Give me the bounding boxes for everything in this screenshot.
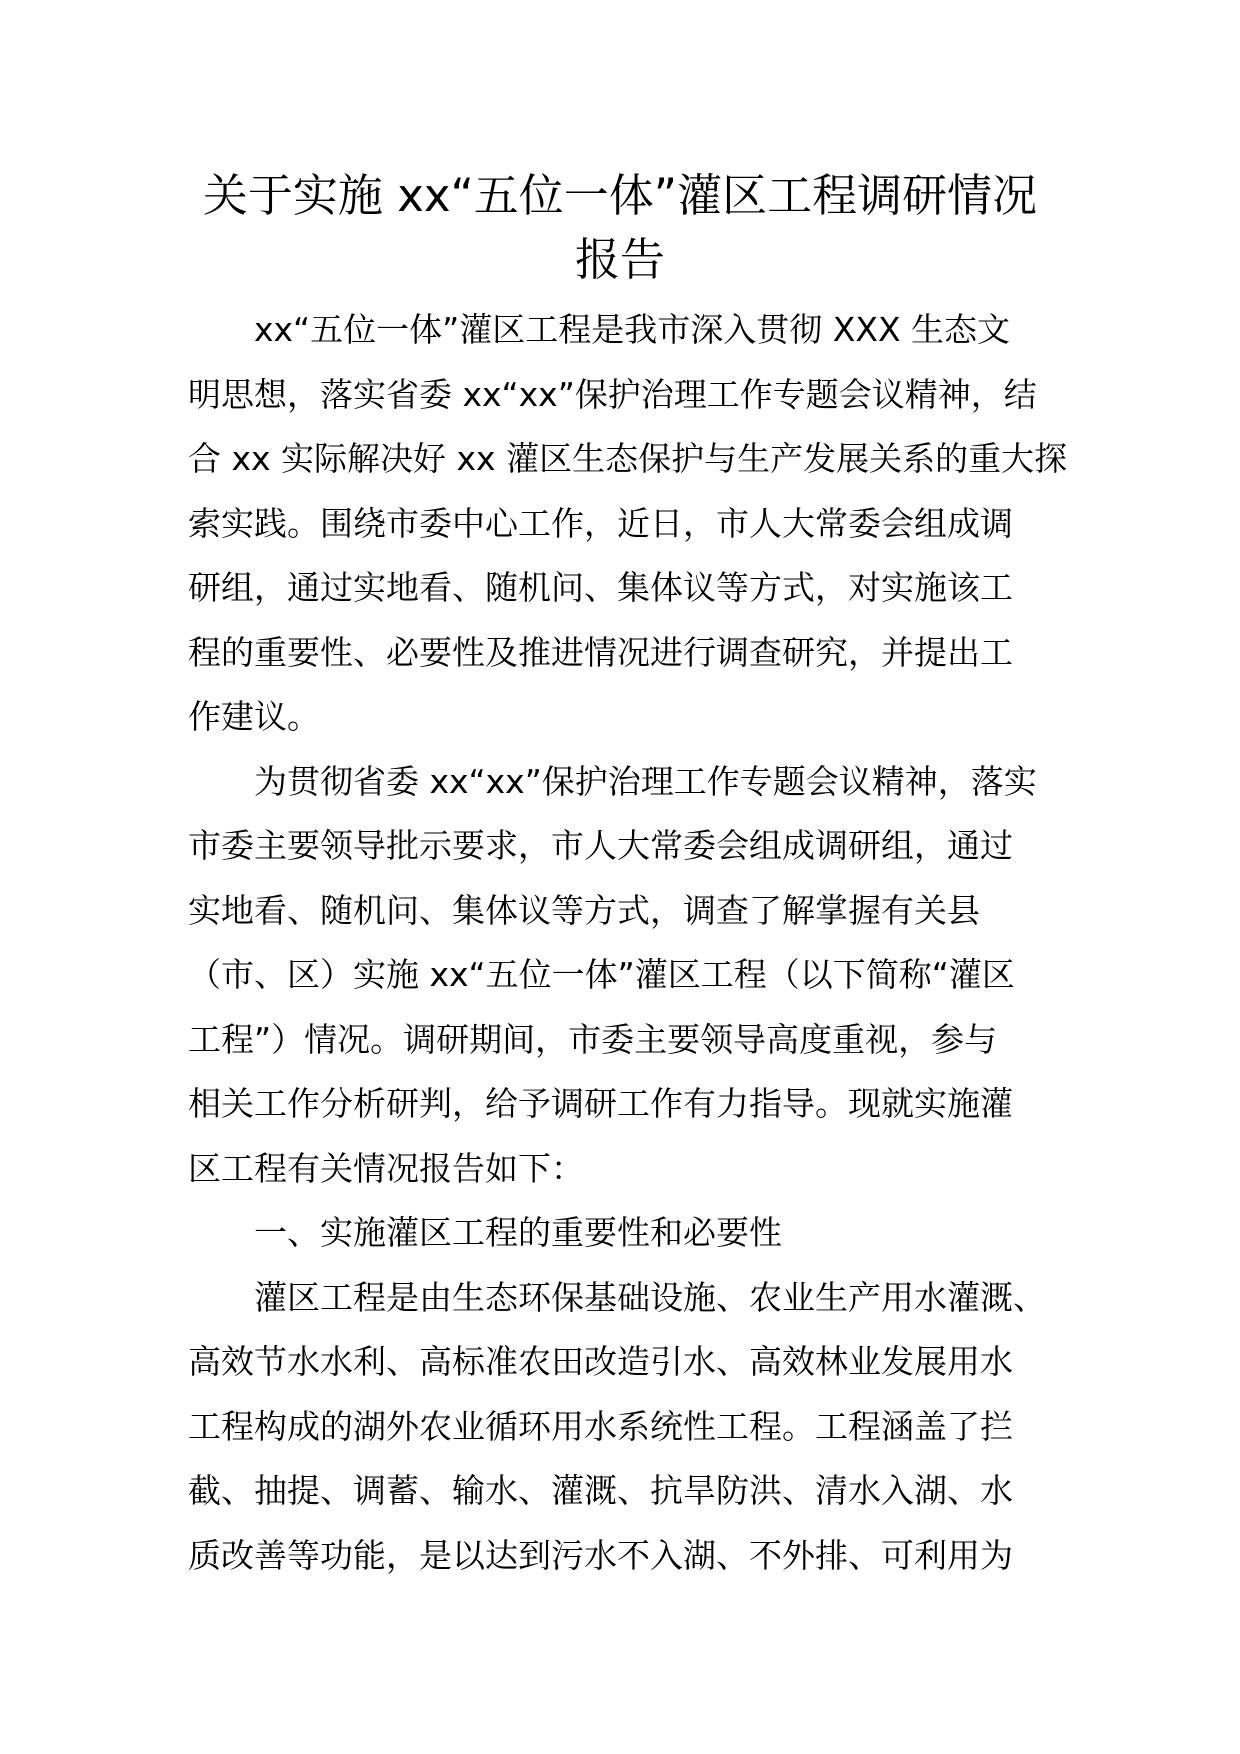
document-title [140,164,1100,292]
section-heading: 一、实施灌区工程的重要性和必要性 [254,1213,782,1252]
paragraph-line: 工程”）情况。调研期间，市委主要领导高度重视，参与 [188,1019,998,1059]
paragraph-line: 明思想，落实省委 xx“xx”保护治理工作专题会议精神，结 [188,374,1037,414]
paragraph-line: 区工程有关情况报告如下： [188,1148,584,1188]
paragraph-line: 为贯彻省委 xx“xx”保护治理工作专题会议精神，落实 [254,761,1037,801]
paragraph-background [188,750,1068,1202]
paragraph-section-one [188,1266,1068,1589]
paragraph-line: 市委主要领导批示要求，市人大常委会组成调研组，通过 [188,826,1013,865]
paragraph-line: 截、抽提、调蓄、输水、灌溉、抗旱防洪、清水入湖、水 [188,1471,1013,1510]
document-body [188,298,1068,1588]
paragraph-intro [188,298,1068,750]
paragraph-line: 合 xx 实际解决好 xx 灌区生态保护与生产发展关系的重大探 [188,439,1068,478]
paragraph-line: 作建议。 [188,697,320,736]
title-line: 报告 [574,233,665,286]
paragraph-line: 工程构成的湖外农业循环用水系统性工程。工程涵盖了拦 [188,1406,1013,1446]
paragraph-line: 研组，通过实地看、随机问、集体议等方式，对实施该工 [188,568,1013,607]
paragraph-line: 质改善等功能，是以达到污水不入湖、不外排、可利用为 [188,1535,1013,1575]
paragraph-line: 高效节水水利、高标准农田改造引水、高效林业发展用水 [188,1342,1013,1381]
paragraph-line: 相关工作分析研判，给予调研工作有力指导。现就实施灌 [188,1084,1013,1123]
paragraph-line: 程的重要性、必要性及推进情况进行调查研究，并提出工 [188,632,1013,672]
paragraph-line: 灌区工程是由生态环保基础设施、农业生产用水灌溉、 [254,1277,1046,1317]
paragraph-line: 实地看、随机问、集体议等方式，调查了解掌握有关县 [188,890,980,930]
title-line: 关于实施 xx“五位一体”灌区工程调研情况 [202,169,1038,222]
paragraph-line: （市、区）实施 xx“五位一体”灌区工程（以下简称“灌区 [188,955,1015,994]
paragraph-line: xx“五位一体”灌区工程是我市深入贯彻 XXX 生态文 [254,310,1011,349]
paragraph-line: 索实践。围绕市委中心工作，近日，市人大常委会组成调 [188,503,1013,543]
